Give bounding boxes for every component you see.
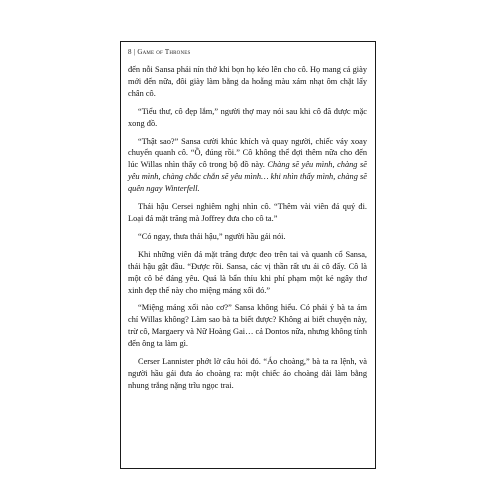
paragraph: Cerser Lannister phớt lờ câu hỏi đó. “Áo choàng,” bà ta ra lệnh, và người hầu gái đưa áo choàng ra: một chiếc áo choàng dài làm bằng nhung trắng nặng trĩu ngọc trai.: [128, 357, 367, 390]
paragraph: [128, 136, 367, 196]
paragraph: “Có ngay, thưa thái hậu,” người hầu gái nói.: [138, 231, 286, 241]
running-header: [128, 48, 191, 56]
paragraph: Thái hậu Cersei nghiêm nghị nhìn cô. “Thêm vài viên đá quý đi. Loại đá mặt trăng mà Joffrey đưa cho cô ta.”: [128, 202, 367, 223]
book-title: Game of Thrones: [137, 48, 191, 56]
body-text: [128, 64, 367, 398]
paragraph: đến nỗi Sansa phải nín thở khi bọn họ kéo lên cho cô. Họ mang cả giày mới đến nữa, đôi giày làm bằng da hoẵng màu xám nhạt ôm chặt lấy chân cô.: [128, 65, 367, 98]
header-separator: |: [133, 48, 136, 56]
paragraph: Khi những viên đá mặt trăng được đeo trên tai và quanh cổ Sansa, thái hậu gật đầu. “Được rồi. Sansa, các vị thần rất ưu ái cô đấy. Cô là một cô bé đáng yêu. Quả là bẩn thỉu khi phí phạm một kẻ ngây thơ xinh đẹp thế này cho miệng máng xối đó.”: [128, 249, 367, 295]
paragraph-text: “Thật sao?” Sansa cười khúc khích và quay người, chiếc váy xoay chuyển quanh cô. “Ồ, đúng rồi.” Cô không thể đợi thêm nữa cho đến lúc Willas nhìn thấy cô trong bộ đồ này.: [128, 136, 367, 170]
book-page: [120, 41, 376, 469]
paragraph: “Tiểu thư, cô đẹp lắm,” người thợ may nói sau khi cô đã được mặc xong đồ.: [128, 106, 367, 128]
page-number: 8: [128, 48, 132, 56]
paragraph: “Miệng máng xối nào cơ?” Sansa không hiểu. Có phải ý bà ta ám chỉ Willas không? Làm sao bà ta biết được? Không ai biết chuyện này, trừ cô, Margaery và Nữ Hoàng Gai… cả Dontos nữa, nhưng không tính đến ông ta làm gì.: [128, 303, 367, 349]
paragraph-italic-thought: Chàng sẽ yêu mình, chàng sẽ yêu mình, chàng chắc chắn sẽ yêu mình… khi nhìn thấy mình, chàng sẽ quên ngay Winterfell.: [128, 160, 367, 194]
